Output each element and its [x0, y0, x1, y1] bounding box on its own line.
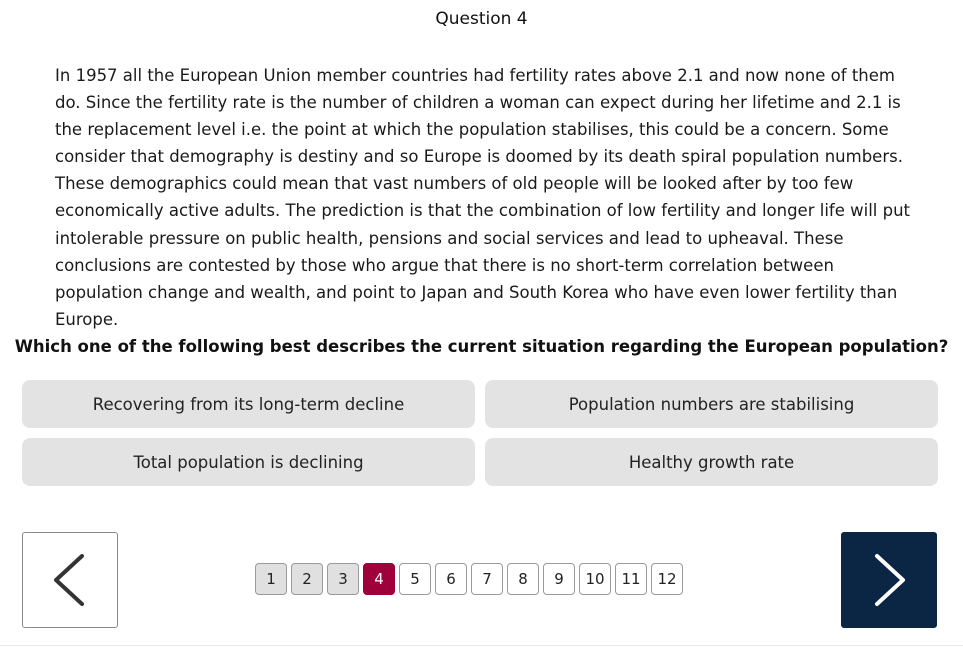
- answer-option-label: Population numbers are stabilising: [568, 394, 855, 414]
- page-button-7[interactable]: 7: [471, 563, 503, 595]
- chevron-left-icon: [50, 550, 90, 610]
- page-button-5[interactable]: 5: [399, 563, 431, 595]
- question-prompt: Which one of the following best describes the current situation regarding the European population?: [14, 337, 949, 356]
- pagination: [255, 563, 683, 597]
- page-button-6[interactable]: 6: [435, 563, 467, 595]
- question-passage: In 1957 all the European Union member countries had fertility rates above 2.1 and now none of them do. Since the fertility rate is the number of children a woman can expect during her lifetime and 2.1 is the replacement level i.e. the point at which the population stabilises, this could be a concern. Some consider that demography is destiny and so Europe is doomed by its death spiral population numbers. These demographics could mean that vast numbers of old people will be looked after by too few economically active adults. The prediction is that the combination of low fertility and longer life will put intolerable pressure on public health, pensions and social services and lead to upheaval. These conclusions are contested by those who argue that there is no short-term correlation between population change and wealth, and point to Japan and South Korea who have even lower fertility than Europe.: [55, 66, 911, 329]
- page-button-4[interactable]: 4: [363, 563, 395, 595]
- page-button-1[interactable]: 1: [255, 563, 287, 595]
- answer-option-4[interactable]: [485, 438, 938, 486]
- next-button[interactable]: [841, 532, 937, 628]
- page-button-3[interactable]: 3: [327, 563, 359, 595]
- answer-option-label: Recovering from its long-term decline: [92, 394, 405, 414]
- answer-option-3[interactable]: [22, 438, 475, 486]
- page-button-11[interactable]: 11: [615, 563, 647, 595]
- page-button-10[interactable]: 10: [579, 563, 611, 595]
- previous-button[interactable]: [22, 532, 118, 628]
- page-button-2[interactable]: 2: [291, 563, 323, 595]
- answer-option-label: Healthy growth rate: [628, 452, 795, 472]
- answer-option-1[interactable]: [22, 380, 475, 428]
- page-button-12[interactable]: 12: [651, 563, 683, 595]
- divider: [0, 645, 963, 646]
- answer-option-2[interactable]: [485, 380, 938, 428]
- question-title: Question 4: [435, 9, 528, 29]
- page-button-8[interactable]: 8: [507, 563, 539, 595]
- chevron-right-icon: [869, 550, 909, 610]
- page-button-9[interactable]: 9: [543, 563, 575, 595]
- answer-option-label: Total population is declining: [133, 452, 364, 472]
